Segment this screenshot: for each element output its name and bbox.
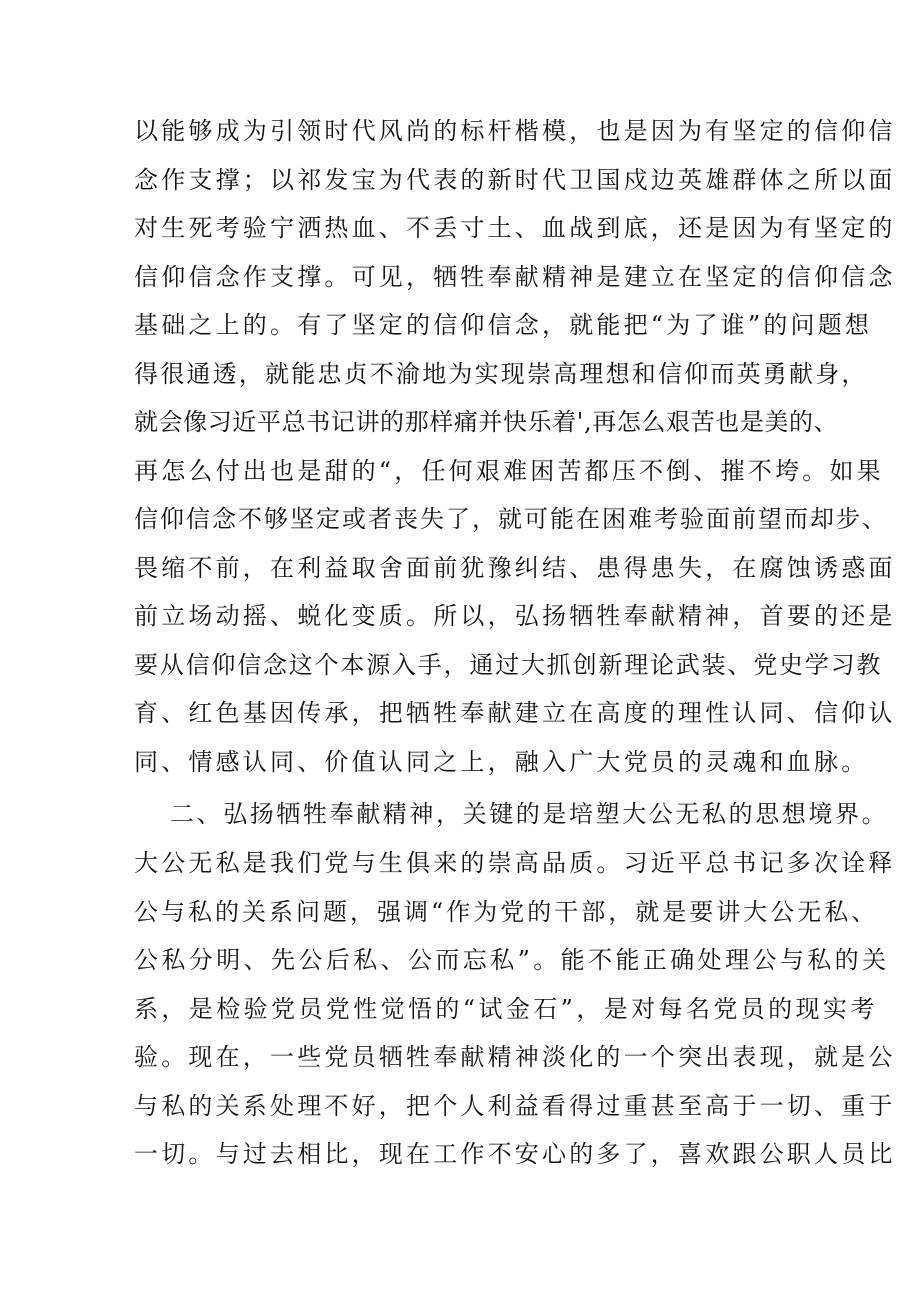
text-line: 对生死考验宁洒热血、不丢寸土、血战到底，还是因为有坚定的: [134, 214, 896, 242]
text-line: 同、情感认同、价值认同之上，融入广大党员的灵魂和血脉。: [134, 748, 869, 776]
text-line: 大公无私是我们党与生俱来的崇高品质。习近平总书记多次诠释: [134, 849, 896, 877]
text-line: 念作支撑；以祁发宝为代表的新时代卫国戍边英雄群体之所以面: [134, 166, 896, 194]
text-line: 系，是检验党员党性觉悟的“试金石”，是对每名党员的现实考: [134, 995, 878, 1023]
text-line: 以能够成为引领时代风尚的标杆楷模，也是因为有坚定的信仰信: [134, 117, 896, 145]
text-line: 基础之上的。有了坚定的信仰信念，就能把“为了谁”的问题想: [134, 311, 873, 339]
text-line: 前立场动摇、蜕化变质。所以，弘扬牺牲奉献精神，首要的还是: [134, 602, 896, 630]
text-line: 一切。与过去相比，现在工作不安心的多了，喜欢跟公职人员比: [134, 1140, 896, 1168]
text-line: 二、弘扬牺牲奉献精神，关键的是培塑大公无私的思想境界。: [170, 800, 889, 828]
text-line: 得很通透，就能忠贞不渝地为实现崇高理想和信仰而英勇献身，: [134, 360, 868, 388]
text-line: 信仰信念作支撑。可见，牺牲奉献精神是建立在坚定的信仰信念: [134, 263, 896, 291]
text-line: 再怎么付出也是甜的“，任何艰难困苦都压不倒、摧不垮。如果: [134, 457, 884, 485]
text-line: 畏缩不前，在利益取舍面前犹豫纠结、患得患失，在腐蚀诱惑面: [134, 554, 896, 582]
text-line: 就会像习近平总书记讲的那样痛并快乐着',再怎么艰苦也是美的、: [134, 408, 839, 436]
text-line: 公私分明、先公后私、公而忘私”。能不能正确处理公与私的关: [134, 946, 890, 974]
text-line: 与私的关系处理不好，把个人利益看得过重甚至高于一切、重于: [134, 1092, 896, 1120]
text-line: 验。现在，一些党员牺牲奉献精神淡化的一个突出表现，就是公: [134, 1043, 896, 1071]
text-line: 公与私的关系问题，强调“作为党的干部，就是要讲大公无私、: [134, 898, 879, 926]
text-line: 信仰信念不够坚定或者丧失了，就可能在困难考验面前望而却步、: [134, 505, 888, 533]
text-line: 育、红色基因传承，把牺牲奉献建立在高度的理性认同、信仰认: [134, 699, 896, 727]
text-line: 要从信仰信念这个本源入手，通过大抓创新理论武装、党史学习教: [134, 651, 883, 679]
